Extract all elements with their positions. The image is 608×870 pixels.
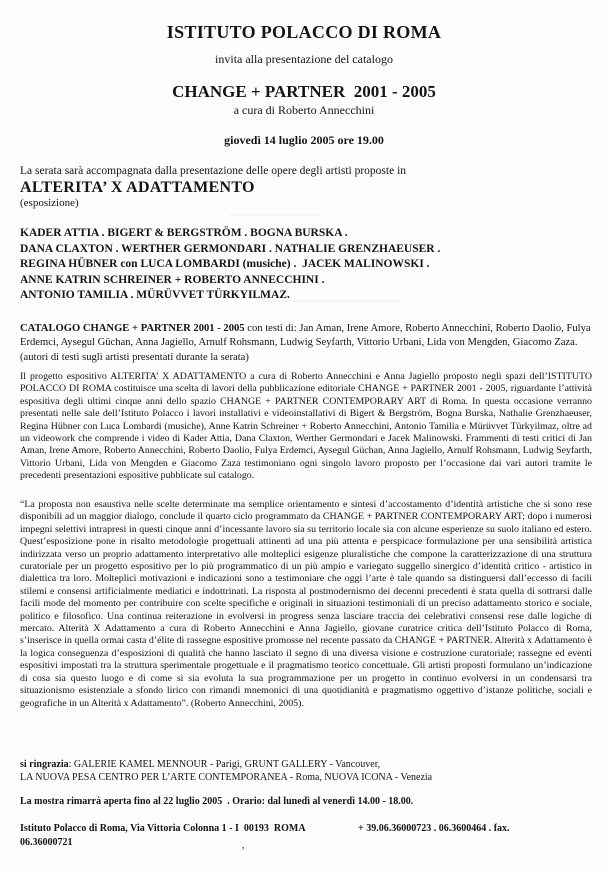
artists-list <box>20 226 592 304</box>
invitation-line: invita alla presentazione del catalogo <box>215 52 393 66</box>
catalog-label: CATALOGO CHANGE + PARTNER 2001 - 2005 <box>20 323 245 334</box>
project-paragraph: Il progetto espositivo ALTERITA’ X ADATTAMENTO a cura di Roberto Annecchini e Anna Jagiello proposto negli spazi dell’ISTITUTO POLACCO DI ROMA costituisce una scelta di lavori della pubblicazione editoriale CHANGE + PARTNER 2001 - 2005, riguardante l’attività espositiva degli ultimi cinque anni dello spazio CHANGE + PARTNER CONTEMPORARY ART di Roma. In questa occasione verranno presentati nelle sale dell’Istituto Polacco i lavori installativi e videoinstallativi di Bigert & Bergström, Bogna Burska, Nathalie Grenzhaeuser, Regina Hübner con Luca Lombardi (musiche), Anne Katrin Schreiner + Roberto Annecchini, Antonio Tamilia e Mürüvvet Türkyilmaz, oltre ad un videowork che comprende i video di Kader Attia, Dana Claxton, Werther Germondari e Jacek Malinowski. Frammenti di testi critici di Jan Aman, Irene Amore, Roberto Annecchini, Roberto Daolio, Fulya Erdemci, Aysegul Güchan, Anna Jagiello, Arnulf Rohsmann, Ludwig Seyfarth, Vittorio Urbani, Lida von Mengden e Giacomo Zaza testimoniano ogni singolo lavoro proposto per l’occasione dai vari autori tramite le precedenti presentazioni espositive pubblicate sul catalogo. <box>20 371 592 482</box>
catalog-title: CHANGE + PARTNER 2001 - 2005 <box>172 82 436 101</box>
footer-contacts <box>20 822 592 851</box>
footer-fax: 06.36000721 <box>20 836 73 848</box>
artists-line: ANNE KATRIN SCHREINER + ROBERTO ANNECCHINI . <box>20 273 325 286</box>
artists-line: ANTONIO TAMILIA . MÜRÜVVET TÜRKYILMAZ. <box>20 289 290 302</box>
exhibition-intro: La serata sarà accompagnata dalla presentazione delle opere degli artisti proposte in <box>20 165 407 177</box>
catalog-authors-text: con testi di: Jan Aman, Irene Amore, Roberto Annecchini, Roberto Daolio, Fulya Erdemci, Aysegul Güchan, Anna Jagiello, Arnulf Rohsmann, Ludwig Seyfarth, Vittorio Urbani, Lida von Mengden, Giacomo Zaza. (autori di testi sugli artisti presentati durante la serata) <box>20 323 591 363</box>
event-date: giovedì 14 luglio 2005 ore 19.00 <box>224 133 384 147</box>
institute-title: ISTITUTO POLACCO DI ROMA <box>166 22 442 42</box>
opening-hours: La mostra rimarrà aperta fino al 22 luglio 2005 . Orario: dal lunedì al venerdì 14.00 - 18.00. <box>20 796 414 807</box>
footer-address: Istituto Polacco di Roma, Via Vittoria Colonna 1 - I 00193 ROMA <box>20 823 306 834</box>
artists-line: KADER ATTIA . BIGERT & BERGSTRÖM . BOGNA BURSKA . <box>20 227 348 239</box>
exhibition-title: ALTERITA’ X ADATTAMENTO <box>20 179 255 196</box>
curator-quote-paragraph: “La proposta non esaustiva nelle scelte determinate ma semplice orientamento e sintesi d’accostamento d’identità artistiche che si sono rese disponibili ad un maggior dialogo, conclude il quarto ciclo programmato da CHANGE + PARTNER CONTEMPORARY ART; dopo i numerosi impegni selettivi intrapresi in questi cinque anni d’incessante lavoro sia su territorio locale sia con alcune esperienze su suolo italiano ed estero. Quest’esposizione pone in risalto metodologie progettuali attinenti ad una più attenta e perspicace formulazione per una sensibilità artistica indirizzata verso un proprio adattamento interpretativo alle molteplici esigenze pluralistiche che compone la caratterizzazione di una struttura curatoriale per un progetto espositivo per lo più programmatico di un più ampio e variegato suggello sinergico d’identità critico - artistico in dialettica tra loro. Molteplici motivazioni e indicazioni sono a testimoniare che oggi l’arte è tale quando sa distinguersi dall’eccesso di facili stilemi e consensi artificialmente mediatici e indottrinati. La risposta al postmodernismo dei decenni precedenti è stata quella di sottrarsi dalle facili mode del momento per contribuire con scelte specifiche e originali in situazioni testimoniali di un preciso adattamento storico e sociale, politico e filosofico. Una continua reiterazione in evolversi in progress senza lasciare traccia dei celebrativi consensi rese dalle logiche di mercato. Alterità X Adattamento a cura di Roberto Annecchini e Anna Jagiello, giovane curatrice critica dell’Istituto Polacco di Roma, s’inserisce in quella ormai casta d’élite di rassegne espositive promosse nel recente passato da CHANGE + PARTNER. Alterità x Adattamento è la logica conseguenza d’esposizioni di qualità che hanno lasciato il segno di una diversa visione e costruzione curatoriale; rassegne ed eventi espositivi impostati tra la struttura sperimentale progettuale e il pragmatismo teorico concettuale. Gli artisti proposti formulano un’indicazione di cosa sia questo luogo e di come si sia evoluta la sua programmazione per un progetto in continuo evolversi in un condensarsi tra situazionismo esistenziale a sfondo lirico con rimandi mnemonici di una quotidianità e pragmatismo oggettivo d’istanze politiche, sociali e geografiche in un Alterità x Adattamento”. (Roberto Annecchini, 2005). <box>20 499 592 709</box>
artists-line: REGINA HÜBNER con LUCA LOMBARDI (musiche) . JACEK MALINOWSKI . <box>20 258 430 271</box>
catalog-authors-paragraph <box>20 322 592 365</box>
stray-mark: , <box>242 840 245 851</box>
thanks-line-1: : GALERIE KAMEL MENNOUR - Parigi, GRUNT GALLERY - Vancouver, <box>68 759 381 770</box>
curator-line: a cura di Roberto Annecchini <box>233 103 375 117</box>
acknowledgements <box>20 758 592 784</box>
photocopy-artifact <box>230 214 320 216</box>
thanks-line-2: LA NUOVA PESA CENTRO PER L’ARTE CONTEMPORANEA - Roma, NUOVA ICONA - Venezia <box>20 772 433 783</box>
exhibition-subtitle: (esposizione) <box>20 197 79 209</box>
artists-line: DANA CLAXTON . WERTHER GERMONDARI . NATHALIE GRENZHAEUSER . <box>20 242 441 255</box>
footer-phone: + 39.06.36000723 . 06.3600464 . fax. <box>358 823 510 834</box>
thanks-label: si ringrazia <box>20 759 69 770</box>
